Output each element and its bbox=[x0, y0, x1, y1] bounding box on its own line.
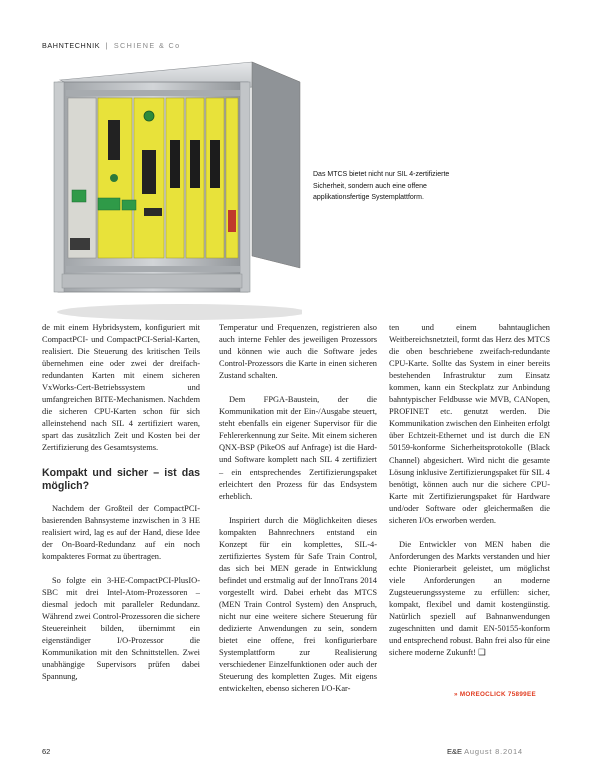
paragraph: Temperatur und Frequenzen, registrieren also auch interne Fehler des jeweiligen Prozessors und können wie auch die Software jedes Control-Prozessors die Karte in einen sicheren Zustand schalten. bbox=[219, 323, 377, 381]
journal-issue: August 8.2014 bbox=[464, 747, 523, 756]
text-column-1 bbox=[42, 322, 200, 683]
paragraph: Die Entwickler von MEN haben die Anforderungen des Markts verstanden und hier echte Pionierarbeit geleistet, um möglichst viele Anforderungen an moderne Zugsteuerungssysteme zu erfüllen: sicher, kompakt, flexibel und damit kostengünstig. Natürlich speziell auf Bahnanwendungen zugeschnitten und damit EN-50155-konform und entsprechend robust. Bahn frei also für eine sichere moderne Zukunft! ❑ bbox=[389, 539, 550, 658]
figure-caption: Das MTCS bietet nicht nur SIL 4-zertifizierte Sicherheit, sondern auch eine offene applikationsfertige Systemplattform. bbox=[313, 171, 450, 202]
section-subtitle: SCHIENE & Co bbox=[113, 41, 181, 50]
paragraph: So folgte ein 3-HE-CompactPCI-PlusIO-SBC mit drei Intel-Atom-Prozessoren – diesmal jedoch mit paralleler Redundanz. Während zwei Control-Prozessoren die sichere Steuereinheit bilden, übernimmt ein eigenständiger I/O-Prozessor die Kommunikation mit den Schnittstellen. Zwei unabhängige Supervisors prüfen dabei Spannung, bbox=[42, 575, 200, 682]
page-number: 62 bbox=[42, 747, 51, 756]
section-title: BAHNTECHNIK bbox=[42, 41, 101, 50]
moreclick-link[interactable]: » MOREOCLICK 75899EE bbox=[454, 691, 536, 698]
paragraph: Inspiriert durch die Möglichkeiten dieses kompakten Bahnrechners entstand ein Konzept für ein komplettes, SIL-4-zertifiziertes System für Safe Train Control, das sich bei MEN gerade in Entwicklung befindet und erstmalig auf der InnoTrans 2014 vorgestellt wird. Dabei erhebt das MTCS (MEN Train Control System) den Anspruch, nicht nur eine weitere sichere Steuerung für dedizierte Anwendungen zu sein, sondern bietet eine offene, frei konfigurierbare Systemplattform zur Realisierung verschiedener Einzelfunktionen oder auch der Steuerung des kompletten Zuges. Mit eigens entwickelten, ebenso sicheren I/O-Kar- bbox=[219, 515, 377, 694]
journal-name: E&E bbox=[447, 747, 463, 756]
text-column-2 bbox=[219, 322, 377, 695]
text-column-3 bbox=[389, 322, 550, 659]
paragraph: Nachdem der Großteil der CompactPCI-basierenden Bahnsysteme inzwischen in 3 HE realisiert wird, lag es auf der Hand, diese Idee der On-Board-Redundanz auf ein noch kompakteres Format zu übertragen. bbox=[42, 503, 200, 561]
journal-footer bbox=[447, 747, 523, 756]
mtcs-rack-photo bbox=[52, 60, 302, 322]
section-heading: Kompakt und sicher – ist das möglich? bbox=[42, 466, 200, 492]
paragraph: de mit einem Hybridsystem, konfiguriert mit CompactPCI- und CompactPCI-Serial-Karten, realisiert. Die Steuerung des kritischen Teils übernehmen eine oder zwei der dreifach-redundanten Karten mit einem sicheren VxWorks-Cert-Betriebssystem und umfangreichen BITE-Mechanismen. Nachdem die sicheren CPU-Karten schon für sich alleinstehend nach SIL 4 zertifiziert waren, spart das zusätzlich Zeit und Kosten bei der Zertifizierung des Gesamtsystems. bbox=[42, 323, 200, 453]
header-separator: | bbox=[105, 41, 109, 50]
running-header bbox=[42, 41, 181, 50]
paragraph: Dem FPGA-Baustein, der die Kommunikation mit der Ein-/Ausgabe steuert, steht ebenfalls ein eigener Supervisor für die Fehlererkennung zur Seite. Mit einem sicheren QNX-BSP (PikeOS auf Anfrage) ist die Hard- und Software komplett nach SIL 4 zertifiziert – ein entsprechendes Zertifizierungspaket erleichtert den Prozess für das Endsystem erheblich. bbox=[219, 395, 377, 501]
paragraph: ten und einem bahntauglichen Weitbereichsnetzteil, formt das Herz des MTCS die oben beschriebene zweifach-redundante CPU-Karte. Sollte das System in einer bereits bestehenden Infrastruktur zum Einsatz kommen, kann ein Steckplatz zur Anbindung bahntypischer Feldbusse wie MVB, CANopen, PROFINET etc. genutzt werden. Die Kommunikation zwischen den Einheiten erfolgt über Echtzeit-Ethernet und ist durch die EN 50159-konforme Sicherheitsprotokolle (Black Channel) abgesichert. Wird nicht die gesamte Lösung inklusive Zertifizierungspaket für SIL 4 benötigt, können auch nur die sichere CPU-Karte mit Zertifizierungspaket für Hardware und/oder Software oder gleichermaßen die sicheren I/Os erworben werden. bbox=[389, 323, 550, 525]
